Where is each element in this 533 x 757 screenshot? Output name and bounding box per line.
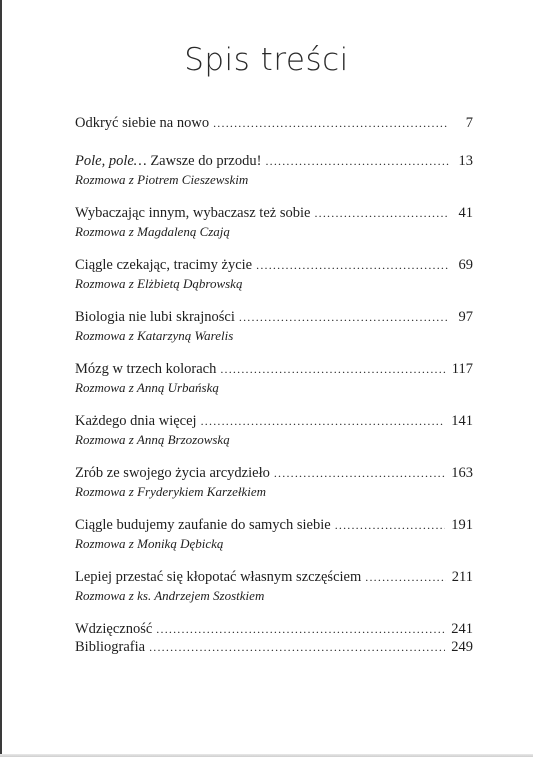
toc-entry-title: Odkryć siebie na nowo [75, 115, 210, 131]
toc-entry-title-italic: Pole, pole… [75, 153, 147, 169]
table-of-contents [75, 114, 473, 660]
toc-entry-subtitle: Rozmowa z Katarzyną Warelis [75, 328, 234, 343]
toc-leader-dots [265, 152, 449, 170]
toc-page-number: 7 [465, 115, 473, 131]
toc-entry-title: Zrób ze swojego życia arcydzieło [75, 465, 270, 481]
toc-entry [75, 516, 473, 552]
toc-leader-dots [201, 412, 446, 430]
toc-entry [75, 568, 473, 604]
toc-entry [75, 152, 473, 188]
toc-entry-title: Mózg w trzech kolorach [75, 361, 217, 377]
toc-page-number: 141 [451, 413, 473, 429]
toc-leader-dots [220, 360, 445, 378]
toc-entry-title: Ciągle czekając, tracimy życie [75, 257, 253, 273]
toc-page-number: 69 [458, 257, 473, 273]
toc-page-number: 97 [458, 309, 473, 325]
toc-leader-dots [365, 568, 446, 586]
toc-leader-dots [149, 638, 445, 656]
toc-entry-title-rest: Zawsze do przodu! [146, 153, 262, 169]
toc-leader-dots [256, 256, 449, 274]
toc-entry [75, 114, 473, 136]
toc-entry-subtitle: Rozmowa z Moniką Dębicką [75, 536, 224, 551]
toc-leader-dots [156, 620, 445, 638]
toc-entry-subtitle: Rozmowa z Magdaleną Czają [75, 224, 230, 239]
toc-page-number: 191 [451, 517, 473, 533]
toc-entry [75, 204, 473, 240]
toc-page-number: 41 [458, 205, 473, 221]
toc-leader-dots [213, 114, 449, 132]
toc-entry-subtitle: Rozmowa z Fryderykiem Karzełkiem [75, 484, 266, 499]
toc-entry [75, 638, 473, 660]
toc-page-number: 241 [451, 621, 473, 637]
toc-entry-title: Wdzięczność [75, 621, 153, 637]
toc-entry-title: Wybaczając innym, wybaczasz też sobie [75, 205, 311, 221]
toc-entry-subtitle: Rozmowa z Anną Brzozowską [75, 432, 230, 447]
page-left-edge [0, 0, 2, 757]
toc-entry-title: Każdego dnia więcej [75, 413, 197, 429]
toc-entry-title: Ciągle budujemy zaufanie do samych siebie [75, 517, 331, 533]
toc-entry [75, 360, 473, 396]
toc-entry-subtitle: Rozmowa z Elżbietą Dąbrowską [75, 276, 243, 291]
toc-entry-title: Bibliografia [75, 639, 146, 655]
toc-entry-title: Lepiej przestać się kłopotać własnym szczęściem [75, 569, 362, 585]
toc-page-number: 163 [451, 465, 473, 481]
toc-entry-title [75, 152, 265, 170]
toc-entry [75, 308, 473, 344]
toc-entry-subtitle: Rozmowa z Piotrem Cieszewskim [75, 172, 249, 187]
toc-entry-title: Biologia nie lubi skrajności [75, 309, 235, 325]
toc-leader-dots [239, 308, 449, 326]
toc-leader-dots [335, 516, 446, 534]
toc-leader-dots [274, 464, 445, 482]
toc-page-number: 117 [451, 361, 473, 377]
toc-entry [75, 464, 473, 500]
toc-page-number: 211 [451, 569, 473, 585]
page-title: Spis treści [184, 42, 349, 78]
toc-entry-subtitle: Rozmowa z ks. Andrzejem Szostkiem [75, 588, 265, 603]
toc-entry [75, 412, 473, 448]
toc-page-number: 249 [451, 639, 473, 655]
toc-leader-dots [314, 204, 449, 222]
toc-entry [75, 256, 473, 292]
toc-page-number: 13 [458, 153, 473, 169]
toc-entry-subtitle: Rozmowa z Anną Urbańską [75, 380, 219, 395]
